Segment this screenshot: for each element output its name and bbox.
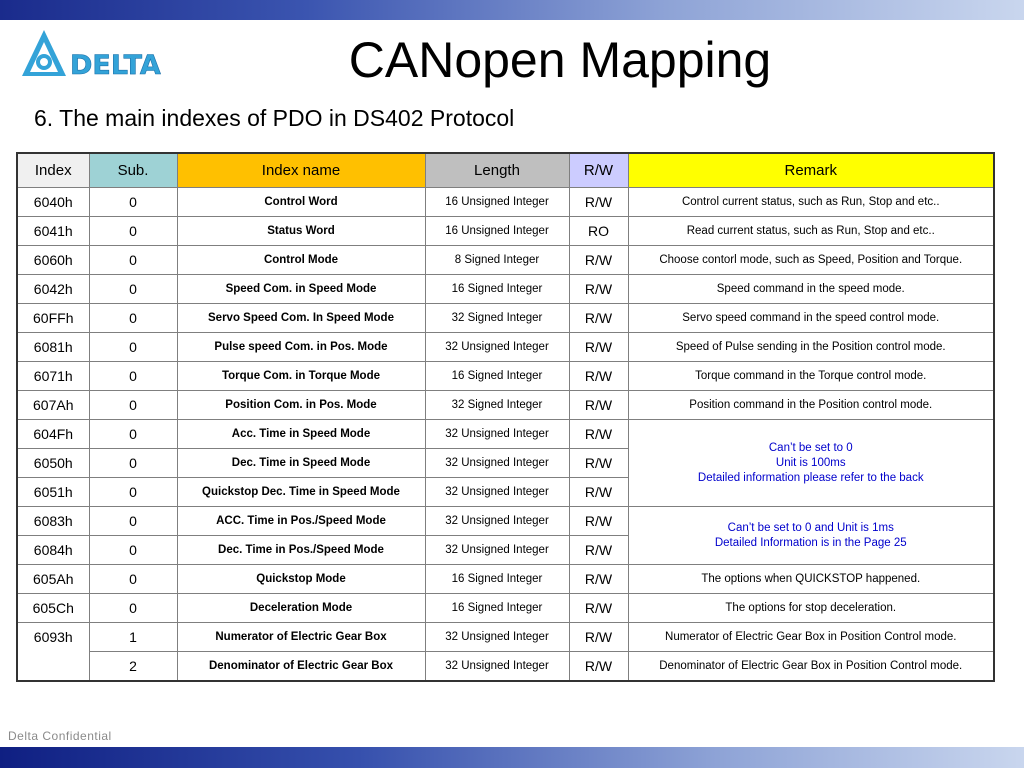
cell-length: 32 Unsigned Integer <box>425 478 569 507</box>
table-row <box>17 362 994 391</box>
bottom-banner <box>0 747 1024 768</box>
cell-sub: 0 <box>89 594 177 623</box>
cell-remark: The options for stop deceleration. <box>628 594 994 623</box>
cell-index: 6071h <box>17 362 89 391</box>
cell-index: 6050h <box>17 449 89 478</box>
svg-text:DELTA: DELTA <box>70 50 161 80</box>
cell-rw: R/W <box>569 420 628 449</box>
cell-rw: R/W <box>569 449 628 478</box>
cell-rw: R/W <box>569 623 628 652</box>
cell-name: Status Word <box>177 217 425 246</box>
cell-sub: 0 <box>89 449 177 478</box>
cell-name: Torque Com. in Torque Mode <box>177 362 425 391</box>
cell-remark: Speed command in the speed mode. <box>628 275 994 304</box>
cell-index: 6041h <box>17 217 89 246</box>
cell-length: 16 Unsigned Integer <box>425 217 569 246</box>
cell-sub: 0 <box>89 217 177 246</box>
cell-sub: 2 <box>89 652 177 682</box>
cell-length: 8 Signed Integer <box>425 246 569 275</box>
cell-remark: Speed of Pulse sending in the Position control mode. <box>628 333 994 362</box>
cell-length: 32 Signed Integer <box>425 304 569 333</box>
cell-name: Quickstop Mode <box>177 565 425 594</box>
cell-sub: 0 <box>89 420 177 449</box>
cell-rw: R/W <box>569 275 628 304</box>
cell-rw: R/W <box>569 246 628 275</box>
note-line: Unit is 100ms <box>775 456 846 469</box>
merged-remark-speed-time <box>628 420 994 507</box>
cell-index: 605Ch <box>17 594 89 623</box>
table-row <box>17 565 994 594</box>
cell-sub: 0 <box>89 565 177 594</box>
cell-sub: 0 <box>89 362 177 391</box>
cell-index: 607Ah <box>17 391 89 420</box>
cell-name: Speed Com. in Speed Mode <box>177 275 425 304</box>
note-line: Can’t be set to 0 and Unit is 1ms <box>727 521 894 534</box>
cell-name: Quickstop Dec. Time in Speed Mode <box>177 478 425 507</box>
cell-sub: 0 <box>89 188 177 217</box>
cell-name: Servo Speed Com. In Speed Mode <box>177 304 425 333</box>
cell-index: 6040h <box>17 188 89 217</box>
cell-rw: R/W <box>569 536 628 565</box>
cell-remark: Position command in the Position control mode. <box>628 391 994 420</box>
cell-rw: R/W <box>569 333 628 362</box>
column-header-index: Index <box>17 153 89 188</box>
cell-index: 6042h <box>17 275 89 304</box>
column-header-sub: Sub. <box>89 153 177 188</box>
cell-rw: R/W <box>569 594 628 623</box>
cell-sub: 0 <box>89 304 177 333</box>
cell-index: 605Ah <box>17 565 89 594</box>
cell-name: Dec. Time in Speed Mode <box>177 449 425 478</box>
cell-remark: Read current status, such as Run, Stop and etc.. <box>628 217 994 246</box>
column-header-rw: R/W <box>569 153 628 188</box>
cell-remark: Choose contorl mode, such as Speed, Position and Torque. <box>628 246 994 275</box>
cell-name: Dec. Time in Pos./Speed Mode <box>177 536 425 565</box>
cell-index: 6093h <box>17 623 89 682</box>
cell-name: Control Mode <box>177 246 425 275</box>
table-row <box>17 652 994 682</box>
column-header-remark: Remark <box>628 153 994 188</box>
cell-rw: R/W <box>569 391 628 420</box>
cell-length: 32 Unsigned Integer <box>425 507 569 536</box>
table-row <box>17 420 994 449</box>
cell-rw: R/W <box>569 507 628 536</box>
top-banner <box>0 0 1024 20</box>
cell-name: Numerator of Electric Gear Box <box>177 623 425 652</box>
cell-length: 32 Signed Integer <box>425 391 569 420</box>
cell-remark: The options when QUICKSTOP happened. <box>628 565 994 594</box>
cell-length: 32 Unsigned Integer <box>425 652 569 682</box>
cell-length: 32 Unsigned Integer <box>425 536 569 565</box>
cell-index: 6051h <box>17 478 89 507</box>
cell-length: 32 Unsigned Integer <box>425 420 569 449</box>
cell-length: 32 Unsigned Integer <box>425 333 569 362</box>
table-row <box>17 391 994 420</box>
cell-length: 16 Signed Integer <box>425 275 569 304</box>
cell-rw: R/W <box>569 478 628 507</box>
column-header-length: Length <box>425 153 569 188</box>
cell-length: 32 Unsigned Integer <box>425 623 569 652</box>
page-title: CANopen Mapping <box>348 32 772 88</box>
table-header-row <box>17 153 994 188</box>
cell-name: Deceleration Mode <box>177 594 425 623</box>
cell-rw: R/W <box>569 304 628 333</box>
cell-remark: Denominator of Electric Gear Box in Position Control mode. <box>628 652 994 682</box>
column-header-index-name: Index name <box>177 153 425 188</box>
cell-index: 60FFh <box>17 304 89 333</box>
cell-length: 32 Unsigned Integer <box>425 449 569 478</box>
cell-sub: 0 <box>89 507 177 536</box>
table-row <box>17 188 994 217</box>
cell-name: ACC. Time in Pos./Speed Mode <box>177 507 425 536</box>
cell-index: 6060h <box>17 246 89 275</box>
table-row <box>17 275 994 304</box>
cell-rw: RO <box>569 217 628 246</box>
cell-rw: R/W <box>569 362 628 391</box>
section-subtitle: 6. The main indexes of PDO in DS402 Protocol <box>34 105 515 131</box>
cell-name: Control Word <box>177 188 425 217</box>
pdo-index-table <box>16 152 995 682</box>
note-line: Detailed information please refer to the back <box>697 471 924 484</box>
note-line: Detailed Information is in the Page 25 <box>714 536 907 549</box>
cell-name: Pulse speed Com. in Pos. Mode <box>177 333 425 362</box>
cell-rw: R/W <box>569 652 628 682</box>
confidential-label: Delta Confidential <box>8 729 112 743</box>
cell-sub: 0 <box>89 246 177 275</box>
cell-index: 6081h <box>17 333 89 362</box>
cell-sub: 0 <box>89 536 177 565</box>
note-line: Can’t be set to 0 <box>768 441 853 454</box>
merged-remark-pos-time <box>628 507 994 565</box>
cell-length: 16 Signed Integer <box>425 362 569 391</box>
cell-name: Denominator of Electric Gear Box <box>177 652 425 682</box>
cell-name: Position Com. in Pos. Mode <box>177 391 425 420</box>
cell-length: 16 Signed Integer <box>425 594 569 623</box>
cell-remark: Numerator of Electric Gear Box in Position Control mode. <box>628 623 994 652</box>
cell-index: 604Fh <box>17 420 89 449</box>
cell-rw: R/W <box>569 565 628 594</box>
table-row <box>17 304 994 333</box>
cell-index: 6083h <box>17 507 89 536</box>
cell-sub: 0 <box>89 478 177 507</box>
cell-sub: 1 <box>89 623 177 652</box>
table-row <box>17 507 994 536</box>
cell-sub: 0 <box>89 275 177 304</box>
cell-remark: Servo speed command in the speed control mode. <box>628 304 994 333</box>
table-row <box>17 333 994 362</box>
cell-remark: Torque command in the Torque control mode. <box>628 362 994 391</box>
table-row <box>17 246 994 275</box>
cell-name: Acc. Time in Speed Mode <box>177 420 425 449</box>
table-row <box>17 623 994 652</box>
cell-remark: Control current status, such as Run, Stop and etc.. <box>628 188 994 217</box>
cell-rw: R/W <box>569 188 628 217</box>
cell-index: 6084h <box>17 536 89 565</box>
cell-sub: 0 <box>89 333 177 362</box>
cell-length: 16 Unsigned Integer <box>425 188 569 217</box>
cell-sub: 0 <box>89 391 177 420</box>
table-row <box>17 217 994 246</box>
cell-length: 16 Signed Integer <box>425 565 569 594</box>
table-row <box>17 594 994 623</box>
